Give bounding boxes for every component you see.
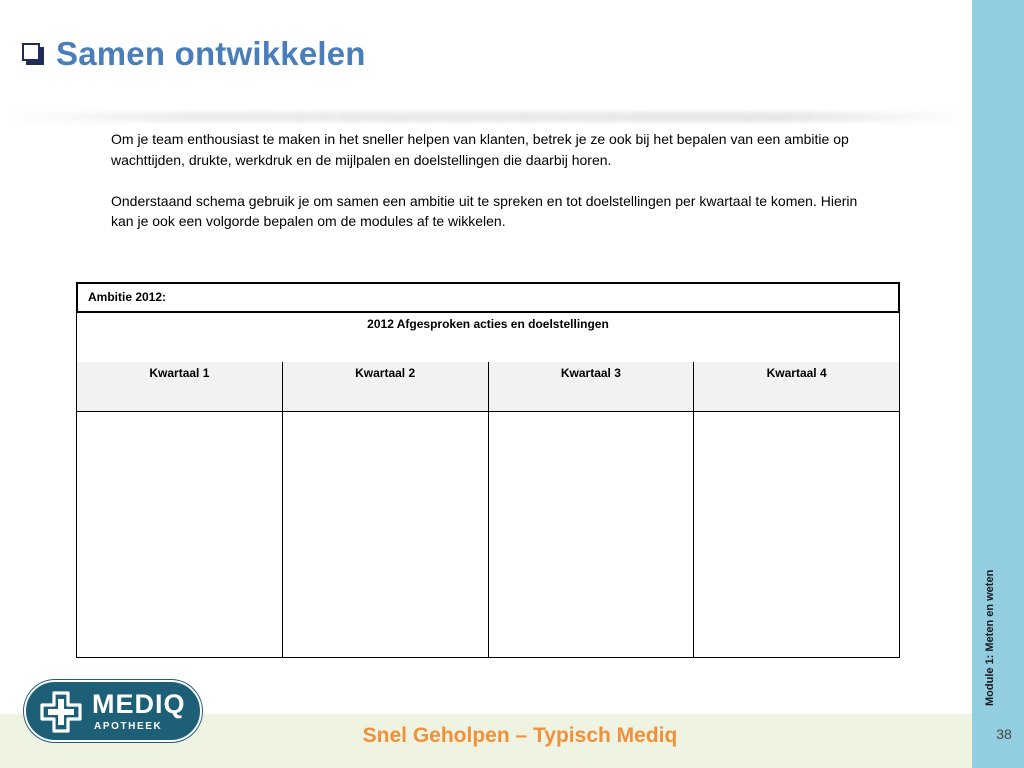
quarters-table (76, 362, 900, 658)
footer-tagline: Snel Geholpen – Typisch Mediq (362, 724, 678, 747)
quarter-cell[interactable] (77, 412, 282, 657)
cross-icon (38, 689, 84, 735)
agreed-actions-header: 2012 Afgesproken acties en doelstellingen (76, 313, 900, 363)
quarter-column (283, 362, 489, 658)
quarter-cell[interactable] (489, 412, 694, 657)
module-label: Module 1: Meten en weten (984, 569, 996, 706)
quarter-header: Kwartaal 4 (694, 362, 899, 412)
quarter-column (694, 362, 900, 658)
intro-paragraph: Om je team enthousiast te maken in het sneller helpen van klanten, betrek je ze ook bij het bepalen van een ambitie op wachttijden, drukte, werkdruk en de mijlpalen en doelstellingen die daarbij horen. (111, 131, 849, 168)
page-title: Samen ontwikkelen (56, 35, 366, 72)
quarter-header: Kwartaal 1 (77, 362, 282, 412)
quarter-column (489, 362, 695, 658)
page-number: 38 (996, 726, 1012, 742)
mediq-logo (24, 680, 202, 742)
quarter-header: Kwartaal 3 (489, 362, 694, 412)
ambition-field[interactable]: Ambitie 2012: (76, 282, 900, 313)
logo-name: MEDIQ (92, 689, 186, 719)
logo-subtitle: APOTHEEK (94, 721, 163, 732)
quarter-header: Kwartaal 2 (283, 362, 488, 412)
checkbox-icon (22, 43, 44, 65)
sidebar-band (972, 0, 1024, 768)
intro-paragraph: Onderstaand schema gebruik je om samen een ambitie uit te spreken en tot doelstellingen per kwartaal te komen. Hierin kan je ook een volgorde bepalen om de modules af te wikkelen. (111, 192, 858, 229)
title-divider (0, 112, 972, 122)
ambition-schema (76, 282, 900, 658)
quarter-cell[interactable] (283, 412, 488, 657)
intro-text (111, 129, 881, 232)
slide-header (22, 34, 366, 74)
quarter-column (76, 362, 283, 658)
quarter-cell[interactable] (694, 412, 899, 657)
